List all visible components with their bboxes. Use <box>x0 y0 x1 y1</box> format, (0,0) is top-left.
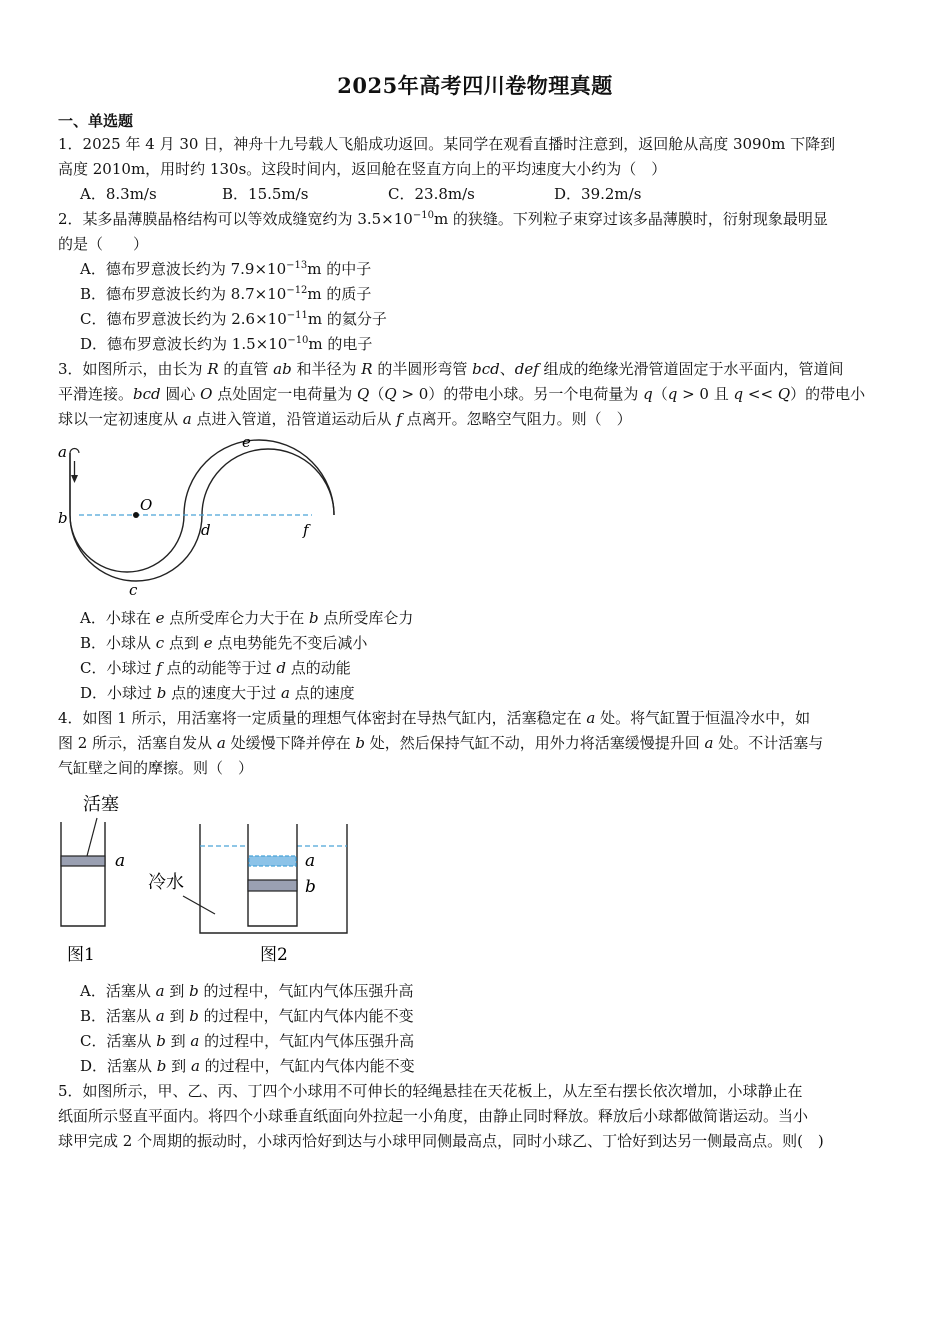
q5-line-1: 5．如图所示，甲、乙、丙、丁四个小球用不可伸长的轻绳悬挂在天花板上，从左至右摆长依次增加，小球静止在 <box>58 1082 803 1100</box>
piston-2-position-a <box>249 856 296 866</box>
label-b: b <box>58 509 68 527</box>
label-d: d <box>201 521 211 539</box>
q5-line-3: 球甲完成 2 个周期的振动时，小球丙恰好到达与小球甲同侧最高点，同时小球乙、丁恰好到达另一侧最高点。则( ) <box>58 1132 824 1150</box>
q1-option-b: B．15.5m/s <box>222 185 309 203</box>
q4-line-3: 气缸壁之间的摩擦。则（ ） <box>58 759 254 777</box>
q1-option-c: C．23.8m/s <box>388 185 475 203</box>
q3-line-2: 平滑连接。bcd 圆心 O 点处固定一电荷量为 Q（Q > 0）的带电小球。另一个电荷量为 q（q > 0 且 q << Q）的带电小 <box>58 385 866 403</box>
q3-option-b: B．小球从 c 点到 e 点电势能先不变后减小 <box>80 634 368 652</box>
piston-pointer-line <box>87 818 97 856</box>
q4-option-a: A．活塞从 a 到 b 的过程中，气缸内气体压强升高 <box>80 982 414 1000</box>
label-b-fig2: b <box>305 877 316 897</box>
label-piston: 活塞 <box>83 794 119 815</box>
q3-line-1: 3．如图所示，由长为 R 的直管 ab 和半径为 R 的半圆形弯管 bcd、def 组成的绝缘光滑管道固定于水平面内，管道间 <box>58 360 844 378</box>
label-c: c <box>129 581 138 599</box>
water-tank <box>200 824 347 933</box>
q3-pipe-figure <box>50 435 340 605</box>
center-charge-dot <box>133 512 139 518</box>
section-heading: 一、单选题 <box>58 112 134 130</box>
piston-1 <box>61 856 105 866</box>
label-f: f <box>303 521 309 539</box>
q2-option-d: D．德布罗意波长约为 $1.5\times 10^{-10}m$ 的电子 <box>80 335 373 353</box>
q2-option-c: C．德布罗意波长约为 $2.6\times 10^{-11}m$ 的氦分子 <box>80 310 387 328</box>
label-O: O <box>140 496 153 514</box>
q1-option-d: D．39.2m/s <box>554 185 642 203</box>
q1-line-2: 高度 2010m，用时约 130s。这段时间内，返回舱在竖直方向上的平均速度大小约为（ ） <box>58 160 667 178</box>
cylinder-2 <box>248 824 297 926</box>
q4-line-1: 4．如图 1 所示，用活塞将一定质量的理想气体密封在导热气缸内，活塞稳定在 a 处。将气缸置于恒温冷水中，如 <box>58 709 811 727</box>
q3-option-d: D．小球过 b 点的速度大于过 a 点的速度 <box>80 684 355 702</box>
q2-option-a: A．德布罗意波长约为 $7.9\times 10^{-13}m$ 的中子 <box>80 260 372 278</box>
q3-option-c: C．小球过 f 点的动能等于过 d 点的动能 <box>80 659 351 677</box>
label-fig2: 图2 <box>260 945 288 965</box>
q1-option-a: A．8.3m/s <box>80 185 157 203</box>
q2-line-2: 的是（ ） <box>58 235 149 253</box>
label-cold-water: 冷水 <box>148 872 184 893</box>
water-pointer-line <box>183 896 215 914</box>
q5-line-2: 纸面所示竖直平面内。将四个小球垂直纸面向外拉起一小角度，由静止同时释放。释放后小球都做简谐运动。当小 <box>58 1107 809 1125</box>
label-e: e <box>242 435 251 451</box>
pipe-cap <box>70 449 79 454</box>
label-a: a <box>58 443 67 461</box>
q3-line-3: 球以一定初速度从 a 点进入管道，沿管道运动后从 f 点离开。忽略空气阻力。则（ ） <box>58 410 632 428</box>
label-fig1: 图1 <box>67 945 95 965</box>
q4-option-c: C．活塞从 b 到 a 的过程中，气缸内气体压强升高 <box>80 1032 415 1050</box>
page-title: 2025年高考四川卷物理真题 <box>337 73 613 98</box>
q4-line-2: 图 2 所示，活塞自发从 a 处缓慢下降并停在 b 处，然后保持气缸不动，用外力将活塞缓慢提升回 a 处。不计活塞与 <box>58 734 824 752</box>
q4-cylinder-figure <box>55 790 355 970</box>
label-a-fig1: a <box>115 851 126 871</box>
cylinder-1 <box>61 822 105 926</box>
q2-line-1: 2．某多晶薄膜晶格结构可以等效成缝宽约为 $3.5\times 10^{-10}m$ 的狭缝。下列粒子束穿过该多晶薄膜时，衍射现象最明显 <box>58 210 828 228</box>
entry-arrow-head <box>71 475 78 483</box>
q2-option-b: B．德布罗意波长约为 $8.7\times 10^{-12}m$ 的质子 <box>80 285 372 303</box>
label-a-fig2: a <box>305 851 316 871</box>
q4-option-d: D．活塞从 b 到 a 的过程中，气缸内气体内能不变 <box>80 1057 415 1075</box>
q3-option-a: A．小球在 e 点所受库仑力大于在 b 点所受库仑力 <box>80 609 414 627</box>
q4-option-b: B．活塞从 a 到 b 的过程中，气缸内气体内能不变 <box>80 1007 414 1025</box>
q1-line-1: 1．2025 年 4 月 30 日，神舟十九号载人飞船成功返回。某同学在观看直播时注意到，返回舱从高度 3090m 下降到 <box>58 135 836 153</box>
piston-2-position-b <box>248 880 297 891</box>
